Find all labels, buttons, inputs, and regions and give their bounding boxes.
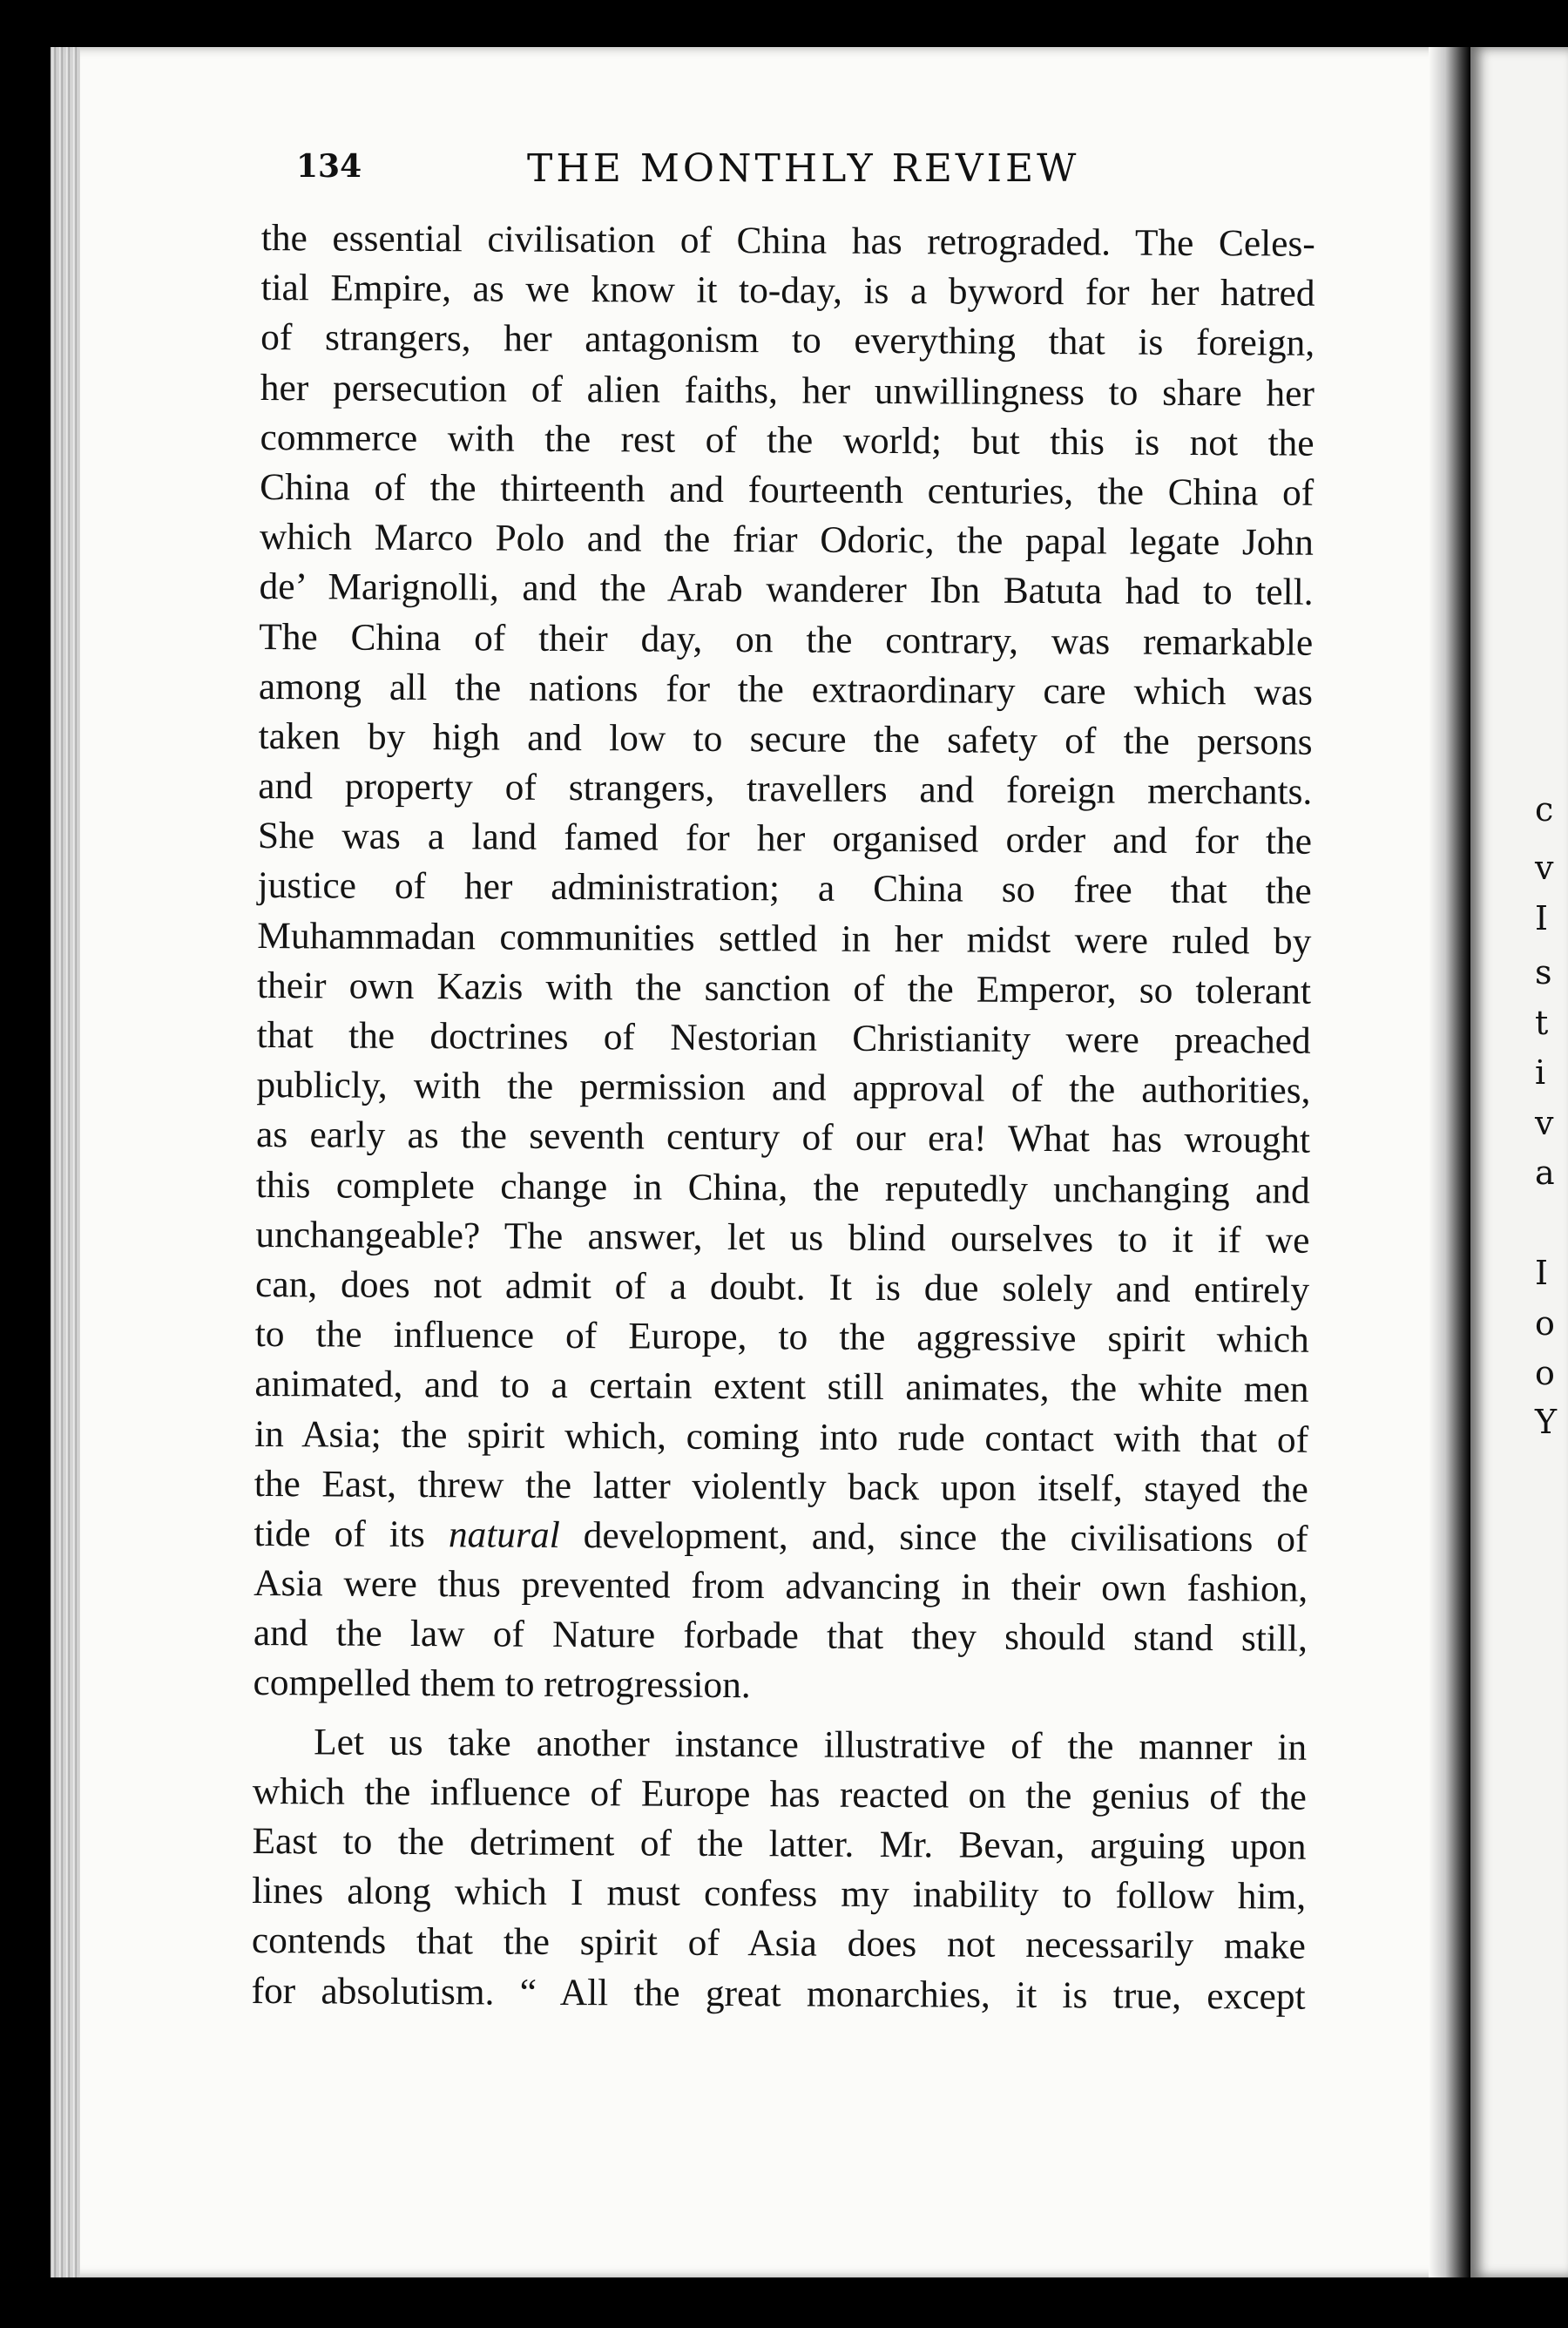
text-line	[253, 1509, 1308, 1565]
text-line: unchangeable? The answer, let us blind ourselves to it if we	[255, 1213, 1310, 1262]
text-line: justice of her administration; a China so free that the	[257, 864, 1312, 913]
text-line: which Marco Polo and the friar Odoric, the papal legate John	[259, 516, 1315, 564]
text-line: and property of strangers, travellers and foreign merchants.	[258, 765, 1313, 813]
adjacent-page	[1470, 47, 1568, 2277]
text-line: their own Kazis with the sanction of the Emperor, so tolerant	[256, 964, 1312, 1012]
text-line: compelled them to retrogression.	[253, 1661, 751, 1707]
binding-shadow	[1429, 47, 1470, 2277]
adjacent-page-fragment: s	[1535, 953, 1552, 991]
text-line: the essential civilisation of China has retrograded. The Celes-	[260, 216, 1315, 265]
text-line: in Asia; the spirit which, coming into rude contact with that of	[254, 1412, 1309, 1461]
adjacent-page-fragment: a	[1535, 1154, 1555, 1192]
text-line: this complete change in China, the reputedly unchanging and	[255, 1163, 1310, 1212]
text-line: for absolutism. “ All the great monarchies, it is true, except	[251, 1969, 1306, 2018]
adjacent-page-fragment: o	[1535, 1304, 1555, 1343]
running-title: THE MONTHLY REVIEW	[527, 146, 1080, 191]
text-line: de’ Marignolli, and the Arab wanderer Ibn Batuta had to tell.	[259, 565, 1314, 614]
adjacent-page-fragment: v	[1535, 849, 1554, 887]
text-line: publicly, with the permission and approval of the authorities,	[256, 1064, 1311, 1112]
text-line: of strangers, her antagonism to everything that is foreign,	[260, 316, 1315, 365]
text-line: tial Empire, as we know it to-day, is a byword for her hatred	[260, 267, 1315, 315]
text-line: the East, threw the latter violently back upon itself, stayed the	[253, 1462, 1308, 1511]
page-number: 134	[296, 148, 362, 185]
text-segment: development, and, since the civilisations of	[559, 1513, 1308, 1560]
text-line: that the doctrines of Nestorian Christianity were preached	[256, 1013, 1311, 1062]
adjacent-page-fragment: I	[1535, 1254, 1549, 1292]
text-segment: tide of its	[253, 1512, 449, 1556]
text-line: and the law of Nature forbade that they should stand still,	[253, 1612, 1308, 1660]
adjacent-page-fragment: I	[1535, 899, 1549, 937]
text-line: The China of their day, on the contrary, was remarkable	[259, 615, 1314, 664]
body-text	[251, 213, 1315, 2021]
text-line: as early as the seventh century of our era! What has wrought	[255, 1113, 1311, 1162]
adjacent-page-fragment: Y	[1535, 1403, 1558, 1441]
text-line: animated, and to a certain extent still animates, the white men	[254, 1363, 1309, 1411]
adjacent-page-fragment: t	[1535, 1004, 1549, 1042]
adjacent-page-fragment: v	[1535, 1104, 1554, 1142]
italic-word: natural	[448, 1513, 560, 1556]
text-line: Let us take another instance illustrative of the manner in	[314, 1720, 1308, 1769]
text-line: which the influence of Europe has reacted on the genius of the	[252, 1770, 1308, 1818]
text-line: can, does not admit of a doubt. It is due solely and entirely	[255, 1262, 1310, 1311]
text-line: to the influence of Europe, to the aggressive spirit which	[254, 1313, 1309, 1361]
adjacent-page-fragment: i	[1535, 1053, 1546, 1092]
text-line: her persecution of alien faiths, her unwillingness to share her	[260, 366, 1315, 415]
adjacent-page-fragment: c	[1535, 790, 1554, 829]
text-line: China of the thirteenth and fourteenth centuries, the China of	[260, 465, 1315, 514]
text-line: Muhammadan communities settled in her midst were ruled by	[257, 914, 1312, 963]
text-line: taken by high and low to secure the safety of the persons	[258, 714, 1313, 763]
text-line: Asia were thus prevented from advancing in their own fashion,	[253, 1562, 1308, 1610]
text-line: among all the nations for the extraordinary care which was	[258, 665, 1314, 714]
adjacent-page-fragment: o	[1535, 1354, 1555, 1392]
text-line: contends that the spirit of Asia does not necessarily make	[251, 1919, 1307, 1968]
text-line: She was a land famed for her organised order and for the	[257, 815, 1313, 863]
text-line: lines along which I must confess my inability to follow him,	[252, 1870, 1307, 1918]
text-line: commerce with the rest of the world; but this is not the	[260, 416, 1315, 464]
text-line: East to the detriment of the latter. Mr. Bevan, arguing upon	[252, 1819, 1307, 1868]
page-edge-stack	[51, 47, 80, 2277]
